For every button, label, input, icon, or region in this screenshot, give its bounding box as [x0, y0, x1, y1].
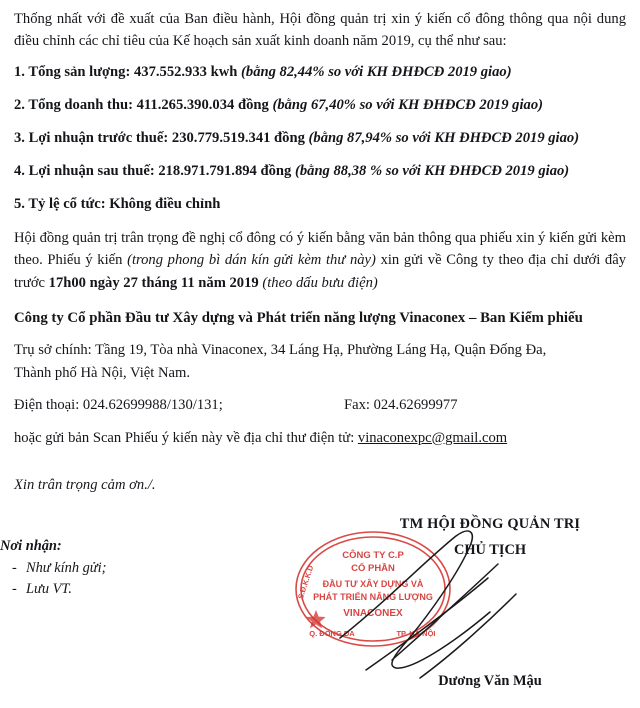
intro-paragraph: Thống nhất với đề xuất của Ban điều hành, Hội đồng quản trị xin ý kiến cổ đông thông qua nội dung điều chỉnh các chỉ tiêu của Kế hoạch sản xuất kinh doanh năm 2019, cụ thể như sau: — [14, 11, 626, 50]
svg-text:Q. ĐỐNG ĐA: Q. ĐỐNG ĐA — [309, 629, 355, 638]
svg-text:ĐẦU TƯ XÂY DỰNG VÀ: ĐẦU TƯ XÂY DỰNG VÀ — [322, 579, 424, 589]
svg-text:S.Đ.K.K.D: S.Đ.K.K.D — [295, 564, 316, 601]
svg-text:TP. HÀ NỘI: TP. HÀ NỘI — [396, 629, 436, 638]
svg-text:PHÁT TRIỂN NĂNG LƯỢNG: PHÁT TRIỂN NĂNG LƯỢNG — [313, 592, 433, 602]
list-item: - Như kính gửi; — [26, 560, 220, 577]
instructions-envelope-note: (trong phong bì dán kín gửi kèm thư này) — [127, 252, 376, 269]
target-item-4 — [14, 161, 626, 183]
svg-text:CỔ PHẦN: CỔ PHẦN — [351, 563, 395, 574]
address-label: Trụ sở chính: — [14, 342, 92, 359]
opinion-instructions — [14, 227, 626, 295]
targets-list — [14, 62, 626, 215]
company-name: Công ty Cổ phần Đầu tư Xây dựng và Phát triển năng lượng Vinaconex – Ban Kiểm phiếu — [14, 309, 583, 326]
phone-text: Điện thoại: 024.62699988/130/131; — [14, 396, 223, 413]
instructions-part3: xin gửi về Công ty theo địa chỉ dưới đây trước — [14, 252, 626, 292]
instructions-part1: Hội đồng quản trị trân trọng đề nghị cổ đông có ý kiến bằng văn bản thông qua phiếu xin ý kiến gửi kèm theo. Phiếu ý kiến — [14, 229, 626, 269]
target-paren-3: (bằng 87,94% so với KH ĐHĐCĐ 2019 giao) — [308, 130, 580, 147]
list-item: - Lưu VT. — [26, 581, 220, 598]
fax-text: Fax: 024.62699977 — [344, 396, 458, 413]
recipients-block — [0, 538, 220, 602]
document-body — [14, 8, 626, 494]
target-item-1 — [14, 62, 626, 84]
target-paren-4: (bằng 88,38 % so với KH ĐHĐCĐ 2019 giao) — [294, 163, 570, 180]
instructions-deadline: 17h00 ngày 27 tháng 11 năm 2019 — [48, 275, 263, 292]
target-lead-3: 3. Lợi nhuận trước thuế: 230.779.519.341 đồng — [14, 130, 305, 147]
email-prefix: hoặc gửi bản Scan Phiếu ý kiến này về địa chỉ thư điện tử: — [14, 429, 358, 446]
target-item-3 — [14, 128, 626, 150]
address-block — [14, 339, 626, 384]
signer-name: Dương Văn Mậu — [438, 673, 542, 689]
target-item-2 — [14, 95, 626, 117]
closing-thanks: Xin trân trọng cảm ơn./. — [14, 476, 156, 493]
address-line-1: Tầng 19, Tòa nhà Vinaconex, 34 Láng Hạ, Phường Láng Hạ, Quận Đống Đa, — [91, 342, 547, 359]
recipients-list — [0, 560, 220, 598]
signature-area — [0, 516, 640, 708]
target-lead-1: 1. Tổng sản lượng: 437.552.933 kwh — [14, 64, 238, 81]
target-paren-2: (bằng 67,40% so với KH ĐHĐCĐ 2019 giao) — [272, 97, 543, 114]
target-item-5 — [14, 194, 626, 216]
target-lead-4: 4. Lợi nhuận sau thuế: 218.971.791.894 đồng — [14, 163, 292, 180]
recipients-title: Nơi nhận: — [0, 538, 62, 554]
target-paren-1: (bằng 82,44% so với KH ĐHĐCĐ 2019 giao) — [241, 64, 512, 81]
svg-text:CÔNG TY C.P: CÔNG TY C.P — [342, 550, 404, 561]
email-address[interactable]: vinaconexpc@gmail.com — [357, 429, 508, 446]
signature-role: CHỦ TỊCH — [453, 542, 527, 558]
target-lead-5: 5. Tỷ lệ cổ tức: Không điều chỉnh — [14, 195, 221, 212]
contact-row — [14, 397, 626, 417]
address-line-2: Thành phố Hà Nội, Việt Nam. — [14, 364, 190, 381]
target-lead-2: 2. Tổng doanh thu: 411.265.390.034 đồng — [14, 97, 269, 114]
email-line — [14, 430, 626, 447]
signature-org: TM HỘI ĐỒNG QUẢN TRỊ — [399, 516, 581, 532]
instructions-postmark-note: (theo dấu bưu điện) — [262, 275, 378, 292]
svg-text:VINACONEX: VINACONEX — [343, 608, 403, 619]
